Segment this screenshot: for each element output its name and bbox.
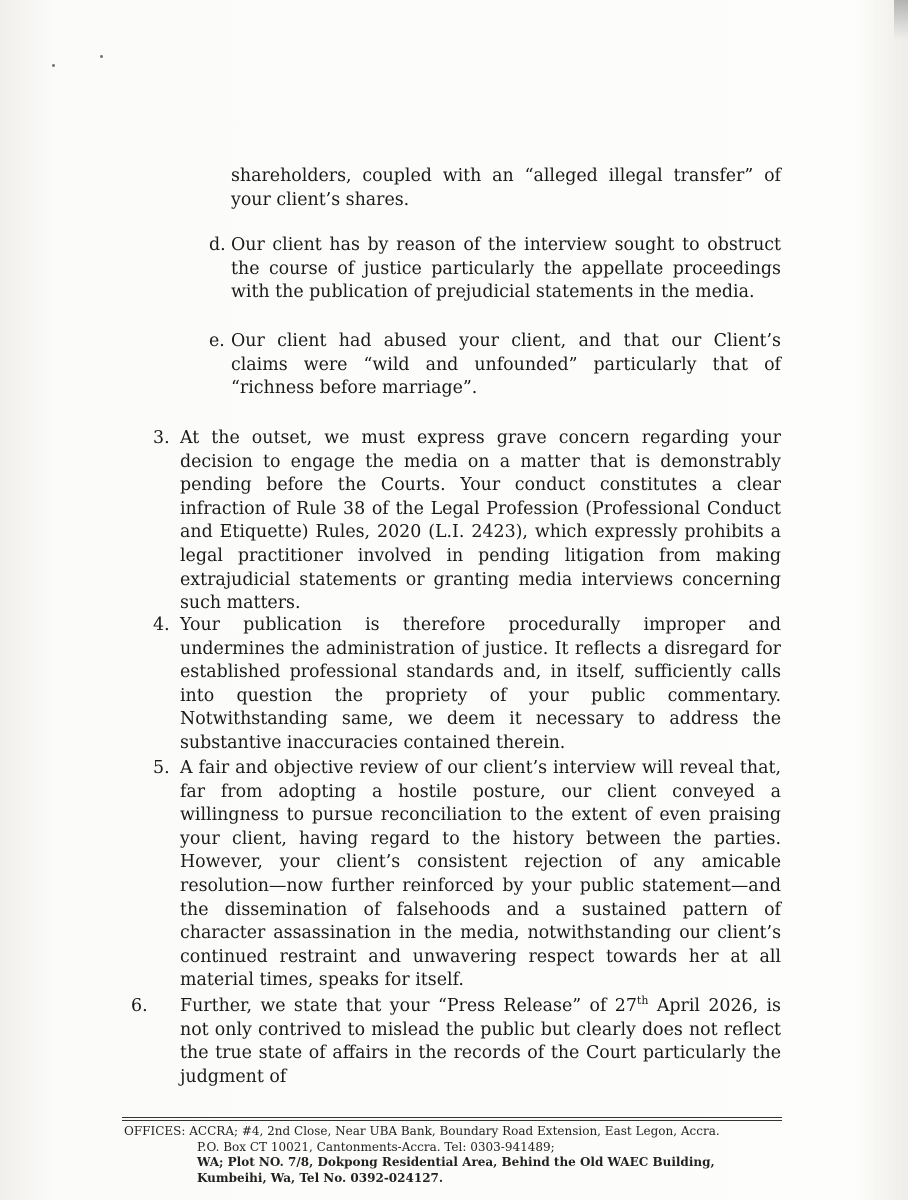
footer-offices-wa: WA; Plot NO. 7/8, Dokpong Residential Area, Behind the Old WAEC Building, [197,1155,715,1169]
sub-item-label-d: d. [209,235,226,255]
scan-speck [52,64,55,67]
footer-wa-contact: Kumbeihi, Wa, Tel No. 0392-024127. [197,1170,444,1185]
date-ordinal-superscript: th [636,994,649,1008]
footer-po-box: P.O. Box CT 10021, Cantonments-Accra. Tel: 0303-941489; [197,1139,555,1154]
paragraph-number-6: 6. [131,996,148,1016]
sub-item-e: Our client had abused your client, and that our Client’s claims were “wild and unfounded” particularly that of “richness before marriage”. [231,331,781,399]
paragraph-4: Your publication is therefore procedurally improper and undermines the administration of justice. It reflects a disregard for established professional standards and, in itself, sufficiently calls into question the propriety of your public commentary. Notwithstanding same, we deem it necessary to address the substantive inaccuracies contained therein. [180,615,781,753]
continuation-text: shareholders, coupled with an “alleged illegal transfer” of your client’s shares. [231,166,781,210]
paragraph-6: Further, we state that your “Press Release” of 27th April 2026, is not only contrived to mislead the public but clearly does not reflect the true state of affairs in the records of the Court particularly the judgment of [180,994,781,1087]
footer-divider [122,1117,782,1118]
footer-offices-accra: OFFICES: ACCRA; #4, 2nd Close, Near UBA Bank, Boundary Road Extension, East Legon, Accra. [124,1124,720,1138]
paragraph-3: At the outset, we must express grave concern regarding your decision to engage the media on a matter that is demonstrably pending before the Courts. Your conduct constitutes a clear infraction of Rule 38 of the Legal Profession (Professional Conduct and Etiquette) Rules, 2020 (L.I. 2423), which expressly prohibits a legal practitioner involved in pending litigation from making extrajudicial statements or granting media interviews concerning such matters. [180,428,781,614]
paragraph-number-5: 5. [153,758,170,778]
paragraph-number-3: 3. [153,428,170,448]
scan-speck [100,55,103,58]
footer-divider-secondary [122,1120,782,1121]
page-corner-shadow [894,0,908,40]
letterhead-footer [124,1124,784,1186]
sub-item-label-e: e. [209,331,225,351]
paragraph-number-4: 4. [153,615,170,635]
sub-item-d: Our client has by reason of the interview sought to obstruct the course of justice particularly the appellate proceedings with the publication of prejudicial statements in the media. [231,235,781,303]
paragraph-5: A fair and objective review of our client’s interview will reveal that, far from adopting a hostile posture, our client conveyed a willingness to pursue reconciliation to the extent of even praising your client, having regard to the history between the parties. However, your client’s consistent rejection of any amicable resolution—now further reinforced by your public statement—and the dissemination of falsehoods and a sustained pattern of character assassination in the media, notwithstanding our client’s continued restraint and unwavering respect towards her at all material times, speaks for itself. [180,758,781,991]
